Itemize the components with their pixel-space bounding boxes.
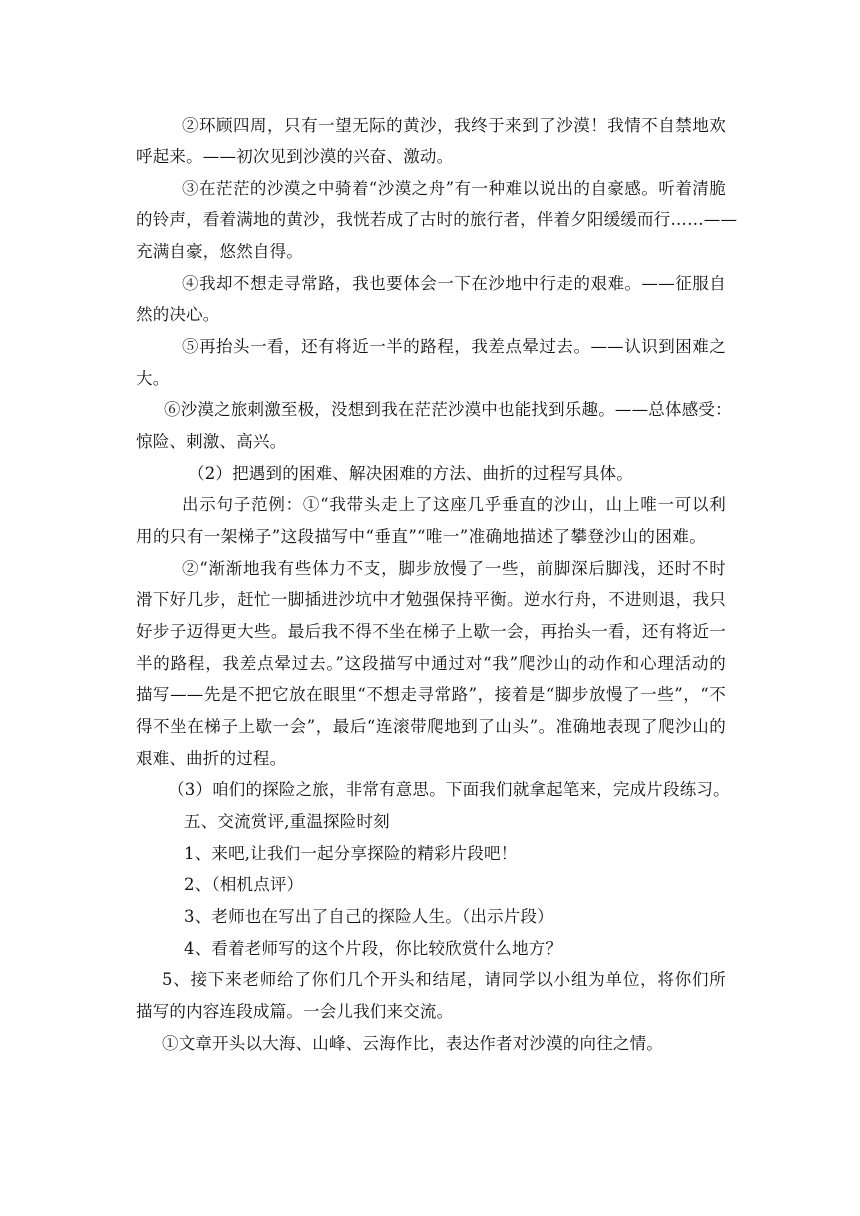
text-line: ③在茫茫的沙漠之中骑着“沙漠之舟”有一种难以说出的自豪感。听着清脆 [182, 179, 726, 198]
text-line: 大。 [136, 369, 170, 388]
text-line: 半的路程，我差点晕过去。”这段描写中通过对“我”爬沙山的动作和心理活动的 [136, 654, 726, 673]
text-line: 艰难、曲折的过程。 [136, 749, 287, 768]
list-item: 3、老师也在写出了自己的探险人生。（出示片段） [184, 907, 554, 926]
section-heading: 五、交流赏评,重温探险时刻 [184, 812, 390, 831]
text-line: 好步子迈得更大些。最后我不得不坐在梯子上歇一会，再抬头一看，还有将近一 [136, 622, 726, 641]
text-line: 得不坐在梯子上歇一会”，最后“连滚带爬地到了山头”。准确地表现了爬沙山的 [136, 717, 726, 736]
text-line: 的铃声，看着满地的黄沙，我恍若成了古时的旅行者，伴着夕阳缓缓而行……—— [136, 210, 738, 229]
list-item: 4、看着老师写的这个片段，你比较欣赏什么地方？ [184, 939, 563, 958]
text-line: 充满自豪，悠然自得。 [136, 242, 303, 261]
list-item: 2、（相机点评） [184, 875, 304, 894]
text-line: 惊险、刺激、高兴。 [136, 432, 287, 451]
text-line: ②“渐渐地我有些体力不支，脚步放慢了一些，前脚深后脚浅，还时不时 [182, 559, 726, 578]
text-line: 出示句子范例：①“我带头走上了这座几乎垂直的沙山，山上唯一可以利 [182, 495, 726, 514]
text-line: ②环顾四周，只有一望无际的黄沙，我终于来到了沙漠！我情不自禁地欢 [182, 116, 726, 135]
text-line: ⑥沙漠之旅刺激至极，没想到我在茫茫沙漠中也能找到乐趣。——总体感受： [164, 400, 732, 419]
text-line: ④我却不想走寻常路，我也要体会一下在沙地中行走的艰难。——征服自 [182, 274, 726, 293]
text-line: ①文章开头以大海、山峰、云海作比，表达作者对沙漠的向往之情。 [162, 1034, 663, 1053]
section-heading: （2）把遇到的困难、解决困难的方法、曲折的过程写具体。 [188, 464, 633, 483]
list-item: 1、来吧,让我们一起分享探险的精彩片段吧！ [184, 844, 518, 863]
text-line: ⑤再抬头一看，还有将近一半的路程，我差点晕过去。——认识到困难之 [182, 337, 726, 356]
text-line: 用的只有一架梯子”这段描写中“垂直”“唯一”准确地描述了攀登沙山的困难。 [136, 527, 706, 546]
text-line: 描写的内容连段成篇。一会儿我们来交流。 [136, 1002, 454, 1021]
text-line: 呼起来。——初次见到沙漠的兴奋、激动。 [136, 147, 454, 166]
section-heading: （3）咱们的探险之旅，非常有意思。下面我们就拿起笔来，完成片段练习。 [168, 780, 730, 799]
list-item: 5、接下来老师给了你们几个开头和结尾，请同学以小组为单位，将你们所 [162, 970, 726, 989]
text-line: 描写——先是不把它放在眼里“不想走寻常路”，接着是“脚步放慢了一些”，“不 [136, 685, 726, 704]
text-line: 滑下好几步，赶忙一脚插进沙坑中才勉强保持平衡。逆水行舟，不进则退，我只 [136, 590, 726, 609]
text-line: 然的决心。 [136, 305, 220, 324]
